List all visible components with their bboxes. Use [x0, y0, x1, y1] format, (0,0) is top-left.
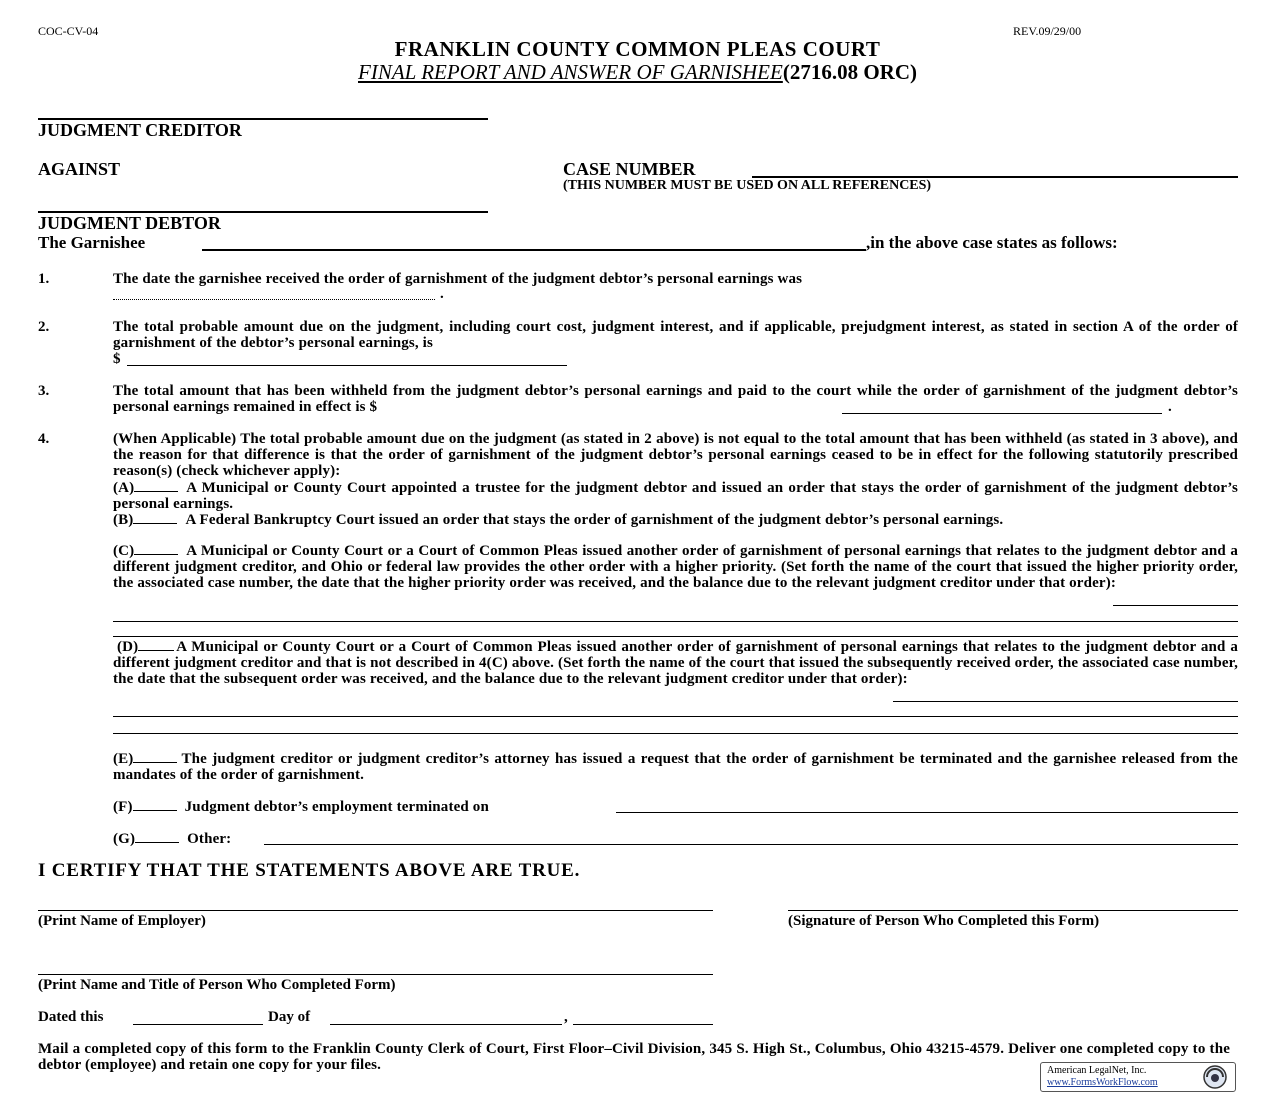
revision-date: REV.09/29/00	[1013, 24, 1082, 38]
option-c-answer-line-1[interactable]	[1113, 605, 1238, 606]
signature-line[interactable]	[788, 910, 1238, 911]
option-a-label: (A)	[113, 480, 135, 496]
option-f-checkbox[interactable]	[133, 798, 177, 811]
item-3-period: .	[1168, 399, 1172, 415]
option-f	[113, 798, 489, 815]
option-d-answer-line-2[interactable]	[113, 716, 1238, 717]
form-title-row	[0, 60, 1275, 85]
item-4-text: (When Applicable) The total probable amount due on the judgment (as stated in 2 above) is not equal to the total amount that has been withheld (as stated in 3 above), and the reason for that difference is that the order of garnishment of the judgment debtor’s personal earnings ceased to be in effect for the following statutorily prescribed reason(s) (check whichever apply):	[113, 431, 1238, 479]
option-e-checkbox[interactable]	[133, 750, 177, 763]
logo-url[interactable]: www.FormsWorkFlow.com	[1047, 1077, 1158, 1088]
case-number-note: (THIS NUMBER MUST BE USED ON ALL REFERENCES)	[563, 178, 932, 193]
name-title-line[interactable]	[38, 974, 713, 975]
option-f-text: Judgment debtor’s employment terminated on	[184, 799, 489, 815]
mail-instructions: Mail a completed copy of this form to the Franklin County Clerk of Court, First Floor–Civil Division, 345 S. High St., Columbus, Ohio 43215-4579. Deliver one completed copy to the debtor (employee) and retain one copy for your files.	[38, 1041, 1230, 1073]
year-field-line[interactable]	[573, 1024, 713, 1025]
item-1-date-line[interactable]	[113, 299, 435, 300]
garnishee-suffix: ,in the above case states as follows:	[866, 233, 1118, 252]
option-b-checkbox[interactable]	[133, 511, 177, 524]
option-f-date-line[interactable]	[616, 812, 1238, 813]
item-1-text: The date the garnishee received the order of garnishment of the judgment debtor’s personal earnings was	[113, 271, 803, 287]
option-d-text: A Municipal or County Court or a Court of Common Pleas issued another order of garnishment of personal earnings that relates to the judgment debtor and a different judgment creditor and that is not described in 4(C) above. (Set forth the name of the court that issued the subsequently received order, the associated case number, the date that the subsequent order was received, and the balance due to the relevant judgment creditor under that order):	[113, 639, 1238, 687]
item-2-number: 2.	[38, 319, 50, 335]
option-c-answer-line-3[interactable]	[113, 636, 1238, 637]
option-g-checkbox[interactable]	[135, 830, 179, 843]
item-1-number: 1.	[38, 271, 50, 287]
option-f-label: (F)	[113, 799, 133, 815]
option-b-label: (B)	[113, 512, 134, 528]
option-c-label: (C)	[113, 543, 135, 559]
certify-statement: I CERTIFY THAT THE STATEMENTS ABOVE ARE TRUE.	[38, 860, 581, 881]
against-label: AGAINST	[38, 159, 121, 179]
option-d-label: (D)	[117, 639, 139, 655]
option-g-label: (G)	[113, 831, 136, 847]
option-g-text: Other:	[187, 831, 232, 847]
item-2-dollar: $	[113, 351, 121, 367]
debtor-label: JUDGMENT DEBTOR	[38, 213, 221, 233]
option-c	[113, 542, 1238, 591]
option-g	[113, 830, 231, 847]
month-field-line[interactable]	[330, 1024, 562, 1025]
item-4-number: 4.	[38, 431, 50, 447]
dated-this-label: Dated this	[38, 1009, 104, 1025]
option-d	[113, 638, 1238, 687]
option-c-text: A Municipal or County Court or a Court of Common Pleas issued another order of garnishment of personal earnings that relates to the judgment debtor and a different judgment creditor, and Ohio or federal law provides the other order with a higher priority. (Set forth the name of the court that issued the higher priority order, the associated case number, the date that the higher priority order was received, and the balance due to the relevant judgment creditor under that order):	[113, 543, 1238, 591]
logo-company: American LegalNet, Inc.	[1047, 1065, 1147, 1076]
statute-ref: (2716.08 ORC)	[782, 60, 917, 84]
form-title: FINAL REPORT AND ANSWER OF GARNISHEE	[358, 60, 783, 84]
option-b-text: A Federal Bankruptcy Court issued an order that stays the order of garnishment of the judgment debtor’s personal earnings.	[185, 512, 1004, 528]
signature-label: (Signature of Person Who Completed this Form)	[788, 913, 1100, 929]
globe-icon	[1199, 1064, 1231, 1090]
day-of-label: Day of	[268, 1009, 311, 1025]
option-a	[113, 479, 1238, 512]
creditor-label: JUDGMENT CREDITOR	[38, 120, 242, 140]
item-3-text: The total amount that has been withheld from the judgment debtor’s personal earnings and paid to the court while the order of garnishment of the judgment debtor’s personal earnings remained in effect is $	[113, 383, 1238, 415]
item-2-text: The total probable amount due on the judgment, including court cost, judgment interest, and if applicable, prejudgment interest, as stated in section A of the order of garnishment of the debtor’s personal earnings, is	[113, 319, 1238, 351]
item-3-number: 3.	[38, 383, 50, 399]
option-a-text: A Municipal or County Court appointed a trustee for the judgment debtor and issued an order that stays the order of garnishment of the judgment debtor’s personal earnings.	[113, 480, 1238, 512]
option-d-answer-line-1[interactable]	[893, 701, 1238, 702]
option-d-checkbox[interactable]	[138, 638, 174, 651]
option-d-answer-line-3[interactable]	[113, 733, 1238, 734]
garnishee-name-line[interactable]	[202, 249, 866, 251]
name-title-label: (Print Name and Title of Person Who Completed Form)	[38, 977, 396, 993]
item-2-amount-line[interactable]	[127, 365, 567, 366]
option-e-text: The judgment creditor or judgment creditor’s attorney has issued a request that the order of garnishment be terminated and the garnishee released from the mandates of the order of garnishment.	[113, 751, 1238, 783]
option-a-checkbox[interactable]	[134, 479, 178, 492]
option-c-checkbox[interactable]	[134, 542, 178, 555]
item-3-amount-line[interactable]	[842, 413, 1162, 414]
employer-name-line[interactable]	[38, 910, 713, 911]
day-field-line[interactable]	[133, 1024, 263, 1025]
option-e-label: (E)	[113, 751, 134, 767]
option-b	[113, 511, 1238, 528]
option-g-other-line[interactable]	[264, 844, 1238, 845]
item-1-period: .	[440, 286, 444, 302]
court-title: FRANKLIN COUNTY COMMON PLEAS COURT	[394, 37, 881, 61]
american-legalnet-logo[interactable]	[1040, 1062, 1236, 1092]
employer-label: (Print Name of Employer)	[38, 913, 206, 929]
option-e	[113, 750, 1238, 783]
option-c-answer-line-2[interactable]	[113, 621, 1238, 622]
form-code: COC-CV-04	[38, 24, 99, 38]
garnishee-label: The Garnishee	[38, 233, 146, 252]
case-number-label: CASE NUMBER	[563, 159, 696, 179]
date-comma: ,	[564, 1009, 568, 1025]
